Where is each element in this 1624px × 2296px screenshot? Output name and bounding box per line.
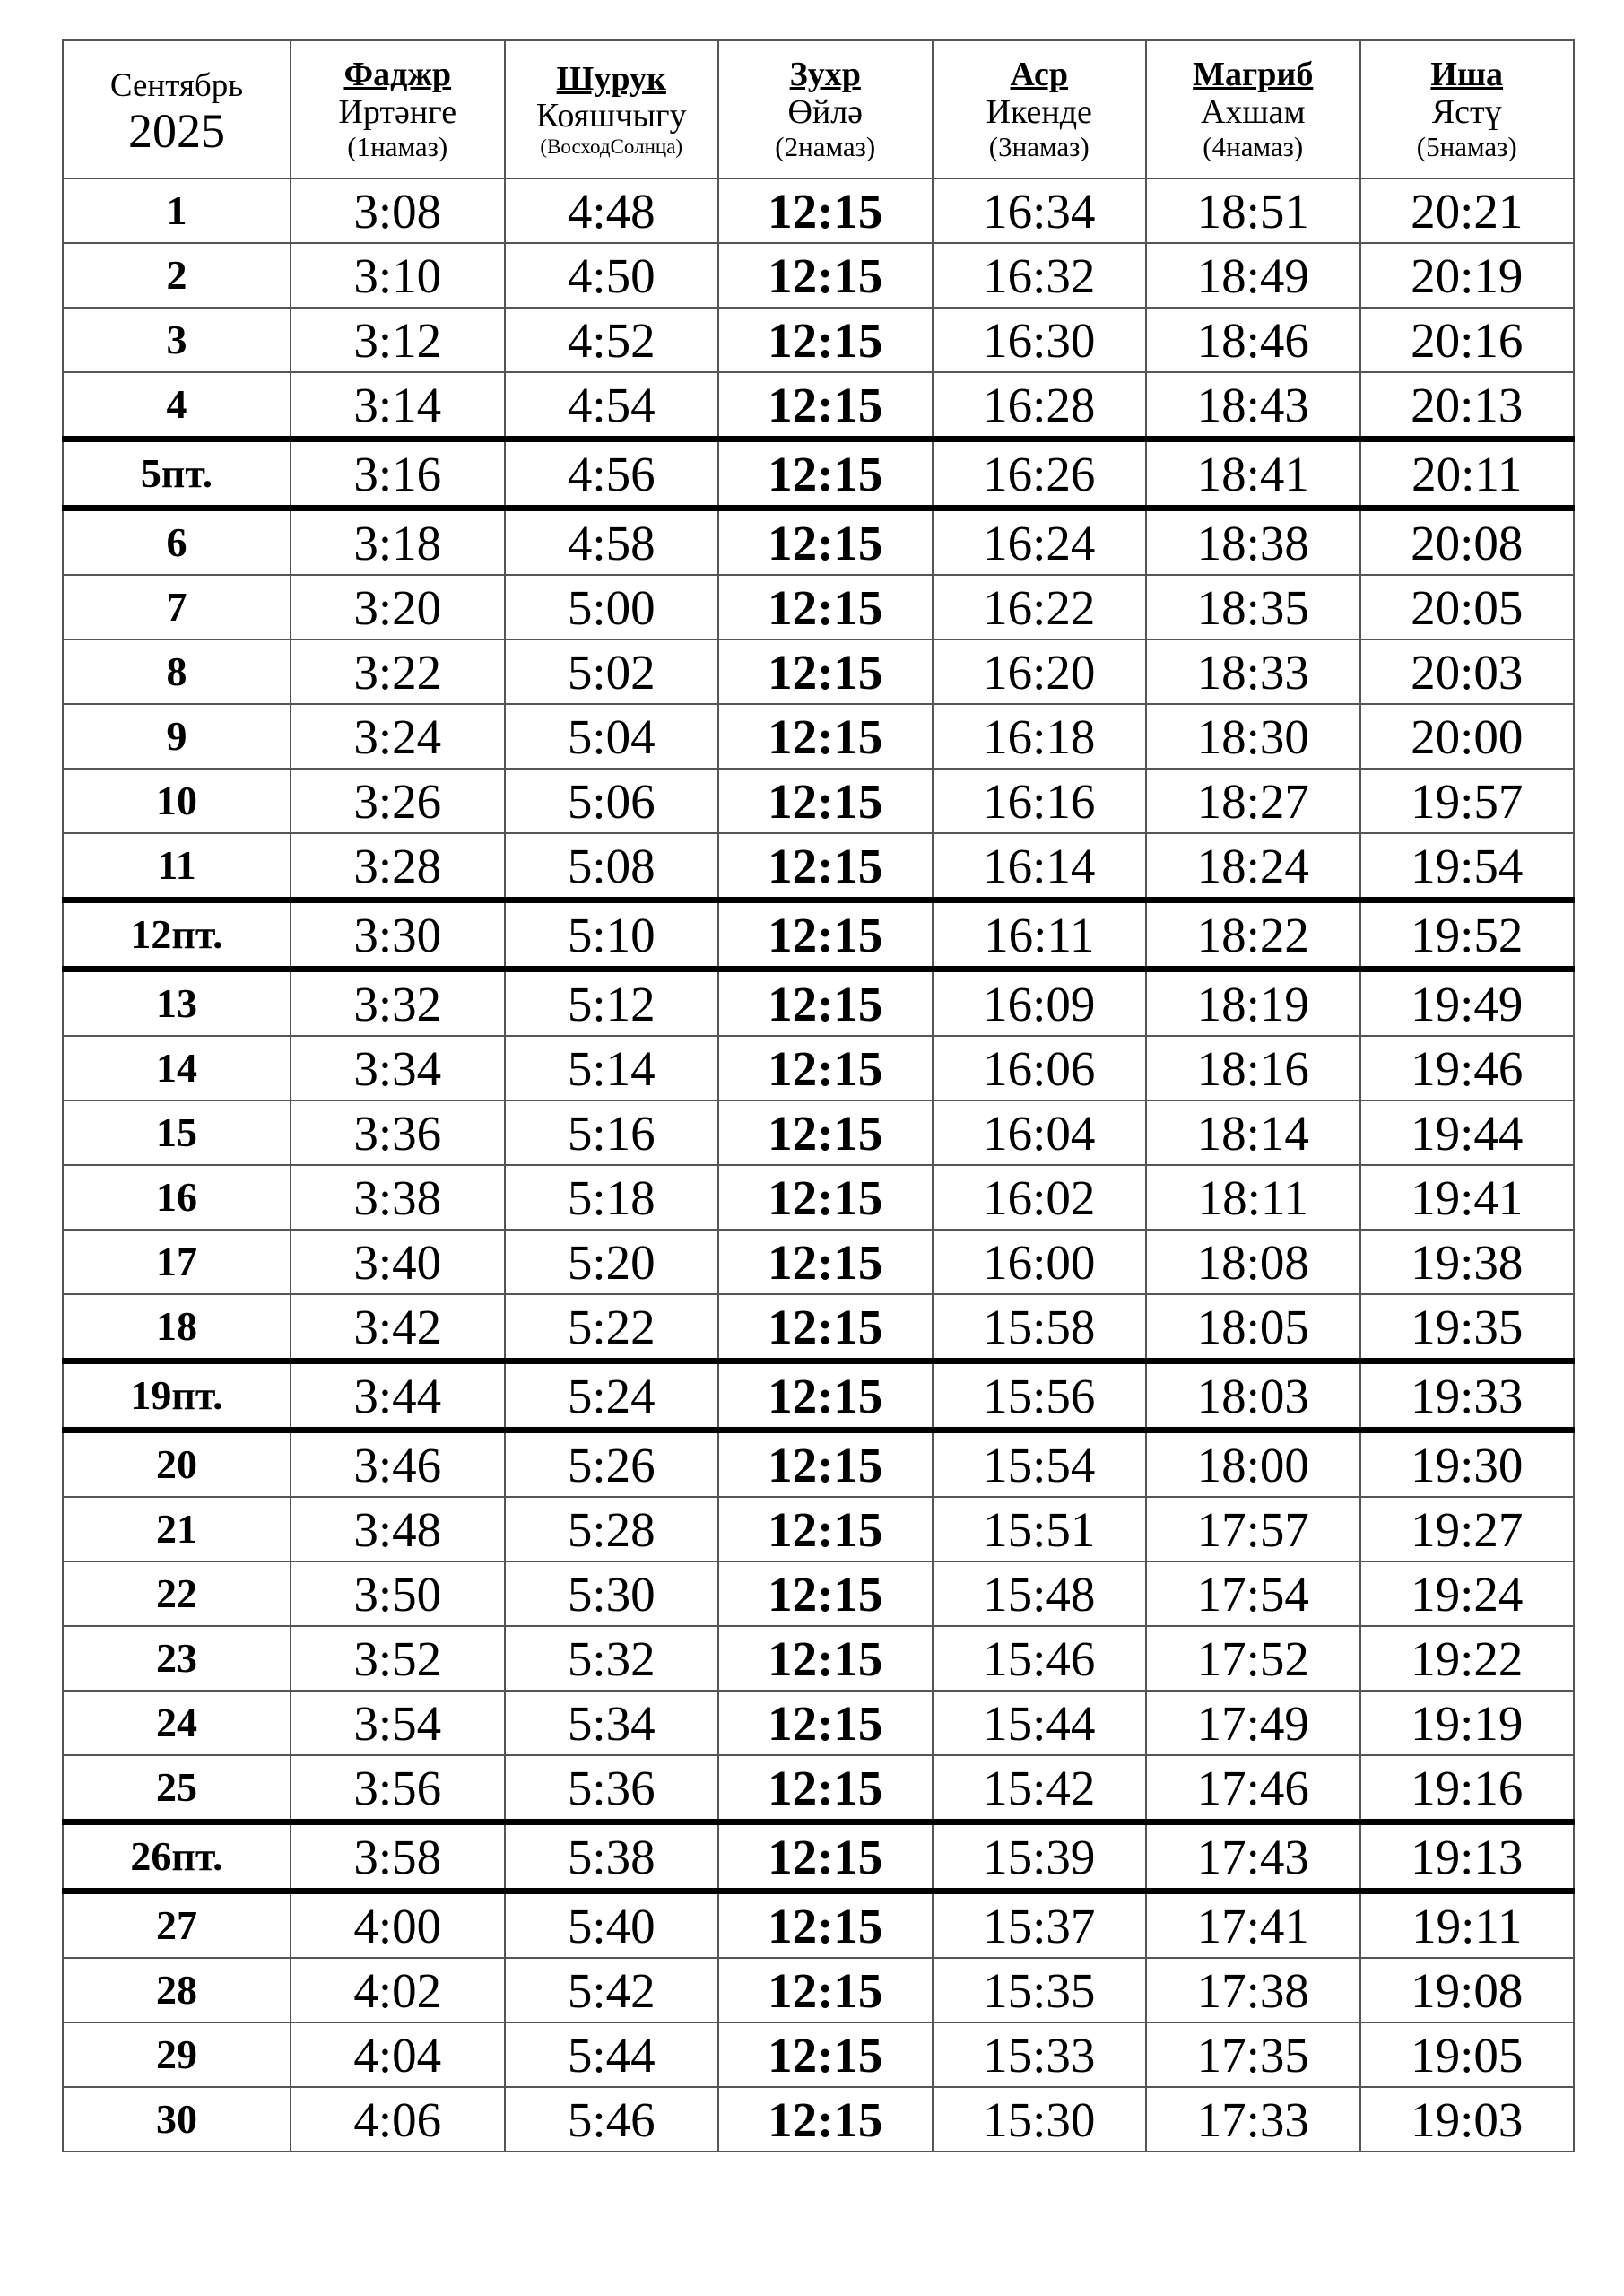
table-row-friday: [63, 1361, 1574, 1431]
tatar-name: Кояшчыгу: [535, 97, 687, 135]
shuruk-time-cell: 4:50: [505, 243, 719, 308]
asr-time-cell: 15:46: [933, 1626, 1147, 1691]
fajr-time-cell: 4:02: [291, 1958, 505, 2022]
table-row: [63, 1165, 1574, 1230]
isha-time-cell: 19:24: [1360, 1561, 1575, 1626]
day-cell: 9: [63, 704, 291, 769]
day-cell: 29: [63, 2022, 291, 2087]
asr-time-cell: 16:28: [933, 372, 1147, 439]
asr-time-cell: 16:02: [933, 1165, 1147, 1230]
fajr-time-cell: 3:52: [291, 1626, 505, 1691]
table-row: [63, 970, 1574, 1037]
day-cell: 26пт.: [63, 1822, 291, 1892]
fajr-time-cell: 3:12: [291, 308, 505, 372]
isha-time-cell: 19:11: [1360, 1892, 1575, 1959]
shuruk-time-cell: 5:12: [505, 970, 719, 1037]
shuruk-time-cell: 5:38: [505, 1822, 719, 1892]
fajr-time-cell: 3:58: [291, 1822, 505, 1892]
maghrib-time-cell: 17:57: [1146, 1497, 1360, 1561]
fajr-time-cell: 3:32: [291, 970, 505, 1037]
fajr-time-cell: 3:26: [291, 769, 505, 833]
prayer-name: Магриб: [1193, 56, 1314, 94]
shuruk-time-cell: 5:36: [505, 1755, 719, 1822]
asr-time-cell: 15:30: [933, 2087, 1147, 2152]
asr-time-cell: 16:26: [933, 439, 1147, 509]
prayer-timetable: [62, 39, 1575, 2152]
maghrib-time-cell: 17:35: [1146, 2022, 1360, 2087]
fajr-time-cell: 3:54: [291, 1691, 505, 1755]
fajr-time-cell: 3:46: [291, 1431, 505, 1498]
isha-time-cell: 19:49: [1360, 970, 1575, 1037]
zuhr-time-cell: 12:15: [718, 509, 933, 576]
namaz-note: (4намаз): [1203, 130, 1304, 162]
maghrib-time-cell: 17:41: [1146, 1892, 1360, 1959]
shuruk-time-cell: 5:32: [505, 1626, 719, 1691]
tatar-name: Ахшам: [1200, 92, 1306, 131]
table-row: [63, 372, 1574, 439]
table-row-friday: [63, 900, 1574, 970]
day-cell: 19пт.: [63, 1361, 291, 1431]
asr-time-cell: 16:18: [933, 704, 1147, 769]
day-cell: 6: [63, 509, 291, 576]
zuhr-time-cell: 12:15: [718, 1958, 933, 2022]
shuruk-time-cell: 5:04: [505, 704, 719, 769]
isha-time-cell: 19:44: [1360, 1100, 1575, 1165]
asr-time-cell: 16:09: [933, 970, 1147, 1037]
zuhr-time-cell: 12:15: [718, 1361, 933, 1431]
day-cell: 14: [63, 1036, 291, 1100]
fajr-time-cell: 3:50: [291, 1561, 505, 1626]
asr-time-cell: 16:24: [933, 509, 1147, 576]
table-row: [63, 1626, 1574, 1691]
table-row-friday: [63, 439, 1574, 509]
day-cell: 28: [63, 1958, 291, 2022]
isha-time-cell: 19:46: [1360, 1036, 1575, 1100]
table-row: [63, 1958, 1574, 2022]
header-row: [63, 40, 1574, 178]
zuhr-time-cell: 12:15: [718, 1822, 933, 1892]
maghrib-time-cell: 18:03: [1146, 1361, 1360, 1431]
isha-time-cell: 19:19: [1360, 1691, 1575, 1755]
asr-time-cell: 15:33: [933, 2022, 1147, 2087]
prayer-timetable-sheet: [62, 39, 1573, 2152]
day-cell: 2: [63, 243, 291, 308]
maghrib-time-cell: 18:11: [1146, 1165, 1360, 1230]
asr-time-cell: 15:48: [933, 1561, 1147, 1626]
asr-time-cell: 16:16: [933, 769, 1147, 833]
fajr-time-cell: 3:10: [291, 243, 505, 308]
fajr-time-cell: 3:28: [291, 833, 505, 900]
maghrib-time-cell: 18:05: [1146, 1294, 1360, 1361]
table-row: [63, 178, 1574, 243]
maghrib-time-cell: 17:33: [1146, 2087, 1360, 2152]
table-row: [63, 1561, 1574, 1626]
table-row: [63, 2087, 1574, 2152]
asr-time-cell: 15:44: [933, 1691, 1147, 1755]
maghrib-time-cell: 18:19: [1146, 970, 1360, 1037]
table-row-friday: [63, 1822, 1574, 1892]
shuruk-time-cell: 5:24: [505, 1361, 719, 1431]
shuruk-time-cell: 5:44: [505, 2022, 719, 2087]
maghrib-time-cell: 18:33: [1146, 639, 1360, 704]
fajr-time-cell: 3:44: [291, 1361, 505, 1431]
zuhr-time-cell: 12:15: [718, 970, 933, 1037]
zuhr-time-cell: 12:15: [718, 1561, 933, 1626]
prayer-name: Шурук: [556, 59, 666, 98]
table-row: [63, 833, 1574, 900]
day-cell: 4: [63, 372, 291, 439]
column-header-asr: [933, 40, 1147, 178]
zuhr-time-cell: 12:15: [718, 1036, 933, 1100]
shuruk-time-cell: 5:22: [505, 1294, 719, 1361]
day-cell: 11: [63, 833, 291, 900]
month-header-cell: [63, 40, 291, 178]
shuruk-time-cell: 5:00: [505, 575, 719, 639]
maghrib-time-cell: 17:54: [1146, 1561, 1360, 1626]
shuruk-time-cell: 5:08: [505, 833, 719, 900]
fajr-time-cell: 3:34: [291, 1036, 505, 1100]
column-header-isha: [1360, 40, 1575, 178]
isha-time-cell: 19:52: [1360, 900, 1575, 970]
day-cell: 5пт.: [63, 439, 291, 509]
isha-time-cell: 20:21: [1360, 178, 1575, 243]
asr-time-cell: 16:00: [933, 1230, 1147, 1294]
fajr-time-cell: 3:08: [291, 178, 505, 243]
zuhr-time-cell: 12:15: [718, 1755, 933, 1822]
shuruk-time-cell: 5:42: [505, 1958, 719, 2022]
shuruk-time-cell: 5:46: [505, 2087, 719, 2152]
maghrib-time-cell: 18:46: [1146, 308, 1360, 372]
column-header-maghrib: [1146, 40, 1360, 178]
fajr-time-cell: 3:16: [291, 439, 505, 509]
shuruk-time-cell: 5:28: [505, 1497, 719, 1561]
namaz-note: (5намаз): [1416, 130, 1517, 162]
zuhr-time-cell: 12:15: [718, 1691, 933, 1755]
asr-time-cell: 15:58: [933, 1294, 1147, 1361]
day-cell: 24: [63, 1691, 291, 1755]
day-cell: 1: [63, 178, 291, 243]
asr-time-cell: 15:56: [933, 1361, 1147, 1431]
day-cell: 30: [63, 2087, 291, 2152]
table-row: [63, 704, 1574, 769]
shuruk-time-cell: 5:34: [505, 1691, 719, 1755]
asr-time-cell: 16:06: [933, 1036, 1147, 1100]
isha-time-cell: 19:33: [1360, 1361, 1575, 1431]
maghrib-time-cell: 18:22: [1146, 900, 1360, 970]
namaz-note: (2намаз): [775, 130, 876, 162]
isha-time-cell: 19:54: [1360, 833, 1575, 900]
isha-time-cell: 20:13: [1360, 372, 1575, 439]
zuhr-time-cell: 12:15: [718, 704, 933, 769]
asr-time-cell: 16:30: [933, 308, 1147, 372]
maghrib-time-cell: 17:38: [1146, 1958, 1360, 2022]
maghrib-time-cell: 18:51: [1146, 178, 1360, 243]
shuruk-time-cell: 5:02: [505, 639, 719, 704]
maghrib-time-cell: 18:24: [1146, 833, 1360, 900]
asr-time-cell: 16:32: [933, 243, 1147, 308]
table-row: [63, 2022, 1574, 2087]
column-header-zuhr: [718, 40, 933, 178]
zuhr-time-cell: 12:15: [718, 178, 933, 243]
maghrib-time-cell: 18:49: [1146, 243, 1360, 308]
asr-time-cell: 16:22: [933, 575, 1147, 639]
fajr-time-cell: 3:40: [291, 1230, 505, 1294]
asr-time-cell: 15:37: [933, 1892, 1147, 1959]
zuhr-time-cell: 12:15: [718, 833, 933, 900]
table-row: [63, 243, 1574, 308]
day-cell: 23: [63, 1626, 291, 1691]
fajr-time-cell: 3:38: [291, 1165, 505, 1230]
maghrib-time-cell: 18:35: [1146, 575, 1360, 639]
shuruk-time-cell: 5:14: [505, 1036, 719, 1100]
fajr-time-cell: 3:22: [291, 639, 505, 704]
asr-time-cell: 15:39: [933, 1822, 1147, 1892]
isha-time-cell: 19:16: [1360, 1755, 1575, 1822]
maghrib-time-cell: 18:38: [1146, 509, 1360, 576]
fajr-time-cell: 4:04: [291, 2022, 505, 2087]
prayer-name: Зухр: [789, 56, 861, 94]
namaz-note: (ВосходСолнца): [540, 135, 683, 159]
maghrib-time-cell: 18:16: [1146, 1036, 1360, 1100]
fajr-time-cell: 3:14: [291, 372, 505, 439]
table-row: [63, 1691, 1574, 1755]
shuruk-time-cell: 5:16: [505, 1100, 719, 1165]
shuruk-time-cell: 5:20: [505, 1230, 719, 1294]
tatar-name: Икенде: [986, 92, 1092, 131]
table-row: [63, 1294, 1574, 1361]
namaz-note: (3намаз): [988, 130, 1090, 162]
shuruk-time-cell: 5:30: [505, 1561, 719, 1626]
prayer-name: Иша: [1430, 56, 1504, 94]
table-row: [63, 1497, 1574, 1561]
asr-time-cell: 16:11: [933, 900, 1147, 970]
zuhr-time-cell: 12:15: [718, 372, 933, 439]
isha-time-cell: 19:30: [1360, 1431, 1575, 1498]
asr-time-cell: 16:14: [933, 833, 1147, 900]
maghrib-time-cell: 18:08: [1146, 1230, 1360, 1294]
isha-time-cell: 19:35: [1360, 1294, 1575, 1361]
zuhr-time-cell: 12:15: [718, 1626, 933, 1691]
column-header-shuruk: [505, 40, 719, 178]
isha-time-cell: 19:08: [1360, 1958, 1575, 2022]
table-row: [63, 575, 1574, 639]
month-label: Сентябрь: [109, 66, 244, 104]
table-body: [63, 178, 1574, 2152]
namaz-note: (1намаз): [347, 130, 448, 162]
isha-time-cell: 20:03: [1360, 639, 1575, 704]
zuhr-time-cell: 12:15: [718, 1100, 933, 1165]
shuruk-time-cell: 4:48: [505, 178, 719, 243]
zuhr-time-cell: 12:15: [718, 243, 933, 308]
table-row: [63, 639, 1574, 704]
maghrib-time-cell: 17:46: [1146, 1755, 1360, 1822]
asr-time-cell: 15:54: [933, 1431, 1147, 1498]
asr-time-cell: 16:04: [933, 1100, 1147, 1165]
shuruk-time-cell: 5:06: [505, 769, 719, 833]
isha-time-cell: 20:08: [1360, 509, 1575, 576]
day-cell: 25: [63, 1755, 291, 1822]
maghrib-time-cell: 18:27: [1146, 769, 1360, 833]
day-cell: 3: [63, 308, 291, 372]
table-row: [63, 509, 1574, 576]
zuhr-time-cell: 12:15: [718, 1230, 933, 1294]
day-cell: 7: [63, 575, 291, 639]
zuhr-time-cell: 12:15: [718, 439, 933, 509]
fajr-time-cell: 3:20: [291, 575, 505, 639]
fajr-time-cell: 3:56: [291, 1755, 505, 1822]
fajr-time-cell: 3:24: [291, 704, 505, 769]
isha-time-cell: 19:13: [1360, 1822, 1575, 1892]
maghrib-time-cell: 18:43: [1146, 372, 1360, 439]
table-row: [63, 1036, 1574, 1100]
zuhr-time-cell: 12:15: [718, 2087, 933, 2152]
zuhr-time-cell: 12:15: [718, 900, 933, 970]
shuruk-time-cell: 5:10: [505, 900, 719, 970]
day-cell: 12пт.: [63, 900, 291, 970]
prayer-name: Фаджр: [343, 56, 452, 94]
day-cell: 10: [63, 769, 291, 833]
table-row: [63, 1755, 1574, 1822]
maghrib-time-cell: 18:00: [1146, 1431, 1360, 1498]
day-cell: 13: [63, 970, 291, 1037]
isha-time-cell: 19:27: [1360, 1497, 1575, 1561]
day-cell: 21: [63, 1497, 291, 1561]
isha-time-cell: 19:38: [1360, 1230, 1575, 1294]
fajr-time-cell: 3:30: [291, 900, 505, 970]
table-row: [63, 1892, 1574, 1959]
isha-time-cell: 20:00: [1360, 704, 1575, 769]
isha-time-cell: 19:03: [1360, 2087, 1575, 2152]
day-cell: 16: [63, 1165, 291, 1230]
tatar-name: Ястү: [1431, 92, 1502, 131]
fajr-time-cell: 3:48: [291, 1497, 505, 1561]
table-row: [63, 1230, 1574, 1294]
maghrib-time-cell: 17:52: [1146, 1626, 1360, 1691]
table-header: [63, 40, 1574, 178]
asr-time-cell: 16:20: [933, 639, 1147, 704]
asr-time-cell: 16:34: [933, 178, 1147, 243]
table-row: [63, 1431, 1574, 1498]
shuruk-time-cell: 4:58: [505, 509, 719, 576]
tatar-name: Өйлә: [787, 92, 864, 131]
shuruk-time-cell: 5:18: [505, 1165, 719, 1230]
zuhr-time-cell: 12:15: [718, 1165, 933, 1230]
table-row: [63, 769, 1574, 833]
table-row: [63, 308, 1574, 372]
isha-time-cell: 19:22: [1360, 1626, 1575, 1691]
isha-time-cell: 19:57: [1360, 769, 1575, 833]
year-label: 2025: [128, 103, 225, 158]
shuruk-time-cell: 5:26: [505, 1431, 719, 1498]
tatar-name: Иртәнге: [338, 92, 457, 131]
asr-time-cell: 15:51: [933, 1497, 1147, 1561]
isha-time-cell: 20:11: [1360, 439, 1575, 509]
isha-time-cell: 19:41: [1360, 1165, 1575, 1230]
shuruk-time-cell: 4:56: [505, 439, 719, 509]
isha-time-cell: 20:16: [1360, 308, 1575, 372]
isha-time-cell: 20:19: [1360, 243, 1575, 308]
day-cell: 17: [63, 1230, 291, 1294]
day-cell: 20: [63, 1431, 291, 1498]
zuhr-time-cell: 12:15: [718, 2022, 933, 2087]
zuhr-time-cell: 12:15: [718, 639, 933, 704]
fajr-time-cell: 3:42: [291, 1294, 505, 1361]
day-cell: 8: [63, 639, 291, 704]
zuhr-time-cell: 12:15: [718, 1497, 933, 1561]
fajr-time-cell: 3:36: [291, 1100, 505, 1165]
day-cell: 22: [63, 1561, 291, 1626]
shuruk-time-cell: 4:54: [505, 372, 719, 439]
zuhr-time-cell: 12:15: [718, 308, 933, 372]
maghrib-time-cell: 18:41: [1146, 439, 1360, 509]
zuhr-time-cell: 12:15: [718, 575, 933, 639]
day-cell: 15: [63, 1100, 291, 1165]
zuhr-time-cell: 12:15: [718, 1892, 933, 1959]
day-cell: 27: [63, 1892, 291, 1959]
prayer-name: Аср: [1010, 56, 1068, 94]
asr-time-cell: 15:42: [933, 1755, 1147, 1822]
maghrib-time-cell: 17:43: [1146, 1822, 1360, 1892]
zuhr-time-cell: 12:15: [718, 769, 933, 833]
zuhr-time-cell: 12:15: [718, 1294, 933, 1361]
isha-time-cell: 19:05: [1360, 2022, 1575, 2087]
table-row: [63, 1100, 1574, 1165]
isha-time-cell: 20:05: [1360, 575, 1575, 639]
zuhr-time-cell: 12:15: [718, 1431, 933, 1498]
maghrib-time-cell: 17:49: [1146, 1691, 1360, 1755]
asr-time-cell: 15:35: [933, 1958, 1147, 2022]
column-header-fajr: [291, 40, 505, 178]
maghrib-time-cell: 18:30: [1146, 704, 1360, 769]
fajr-time-cell: 4:00: [291, 1892, 505, 1959]
fajr-time-cell: 4:06: [291, 2087, 505, 2152]
shuruk-time-cell: 5:40: [505, 1892, 719, 1959]
fajr-time-cell: 3:18: [291, 509, 505, 576]
day-cell: 18: [63, 1294, 291, 1361]
maghrib-time-cell: 18:14: [1146, 1100, 1360, 1165]
shuruk-time-cell: 4:52: [505, 308, 719, 372]
